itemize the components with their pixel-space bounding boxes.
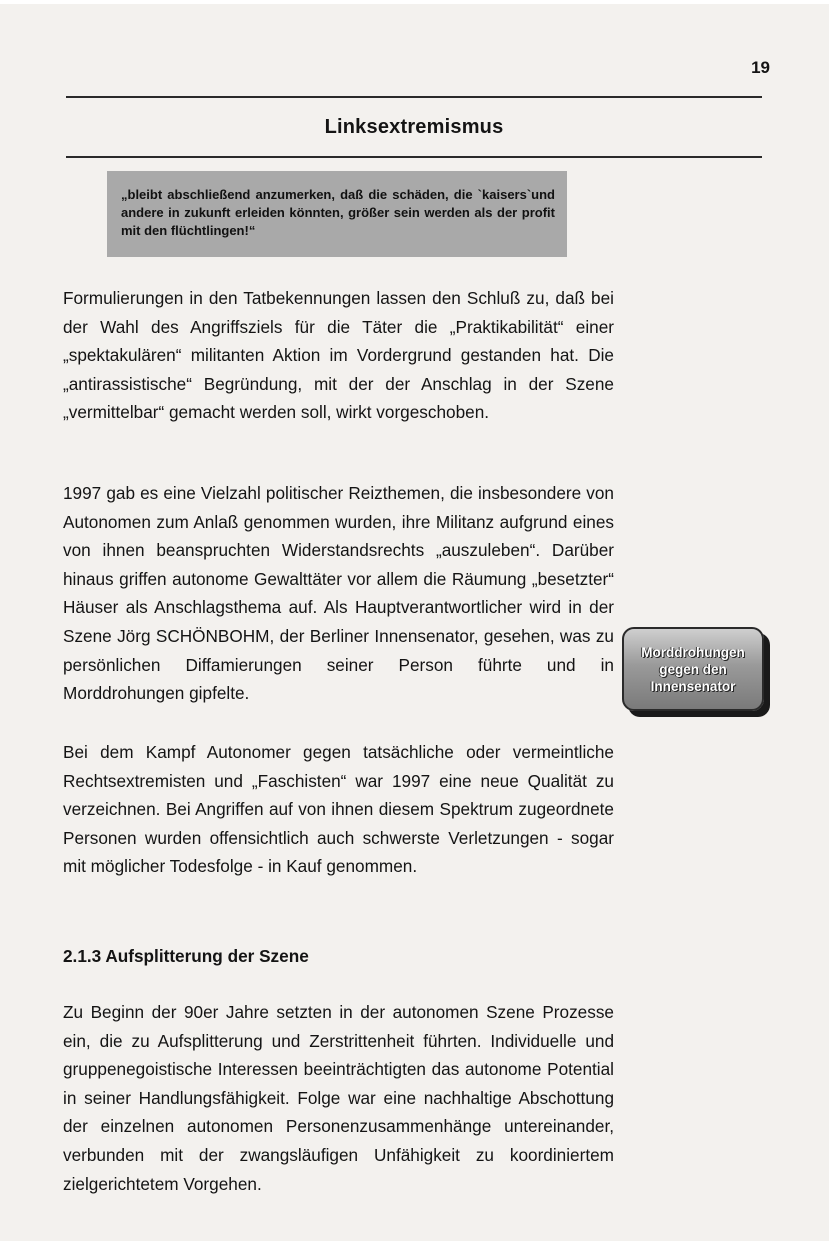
paragraph: 1997 gab es eine Vielzahl politischer Reizthemen, die insbesondere von Autonomen zum Anlaß genommen wurden, ihre Militanz aufgrund eines von ihnen beanspruchten Widerstandsrechts „auszuleben“. Darüber hinaus griffen autonome Gewalttäter vor allem die Räumung „besetzter“ Häuser als Anschlagsthema auf. Als Hauptverantwortlicher wird in der Szene Jörg SCHÖNBOHM, der Berliner Innensenator, gesehen, was zu persönlichen Diffamierungen seiner Person führte und in Morddrohungen gipfelte.: [63, 483, 614, 704]
margin-note-badge: Morddrohungen gegen den Innensenator: [622, 627, 764, 711]
header-rule-top: [66, 96, 762, 98]
header-rule-bottom: [66, 156, 762, 158]
chapter-title: Linksextremismus: [324, 116, 504, 138]
paragraph: Formulierungen in den Tatbekennungen lassen den Schluß zu, daß bei der Wahl des Angriffsziels für die Täter die „Praktikabilität“ einer „spektakulären“ militanten Aktion im Vordergrund gestanden hat. Die „antirassistische“ Begründung, mit der der Anschlag in der Szene „vermittelbar“ gemacht werden soll, wirkt vorgeschoben.: [63, 288, 614, 423]
section-heading: 2.1.3 Aufsplitterung der Szene: [63, 946, 309, 966]
quote-box: „bleibt abschließend anzumerken, daß die schäden, die `kaisers`und andere in zukunft erleiden könnten, größer sein werden als der profit mit den flüchtlingen!“: [107, 171, 567, 257]
page-number: 19: [751, 58, 770, 77]
paragraph: Zu Beginn der 90er Jahre setzten in der autonomen Szene Prozesse ein, die zu Aufsplitterung und Zerstrittenheit führten. Individuelle und gruppenegoistische Interessen beeinträchtigten das autonome Potential in seiner Handlungsfähigkeit. Folge war eine nachhaltige Abschottung der einzelnen autonomen Personenzusammenhänge untereinander, verbunden mit der zwangsläufigen Unfähigkeit zu koordiniertem zielgerichtetem Vorgehen.: [63, 1002, 614, 1194]
paragraph: Bei dem Kampf Autonomer gegen tatsächliche oder vermeintliche Rechtsextremisten und „Faschisten“ war 1997 eine neue Qualität zu verzeichnen. Bei Angriffen auf von ihnen diesem Spektrum zugeordnete Personen wurden offensichtlich auch schwerste Verletzungen - sogar mit möglicher Todesfolge - in Kauf genommen.: [63, 742, 614, 877]
document-page: [0, 4, 829, 1241]
